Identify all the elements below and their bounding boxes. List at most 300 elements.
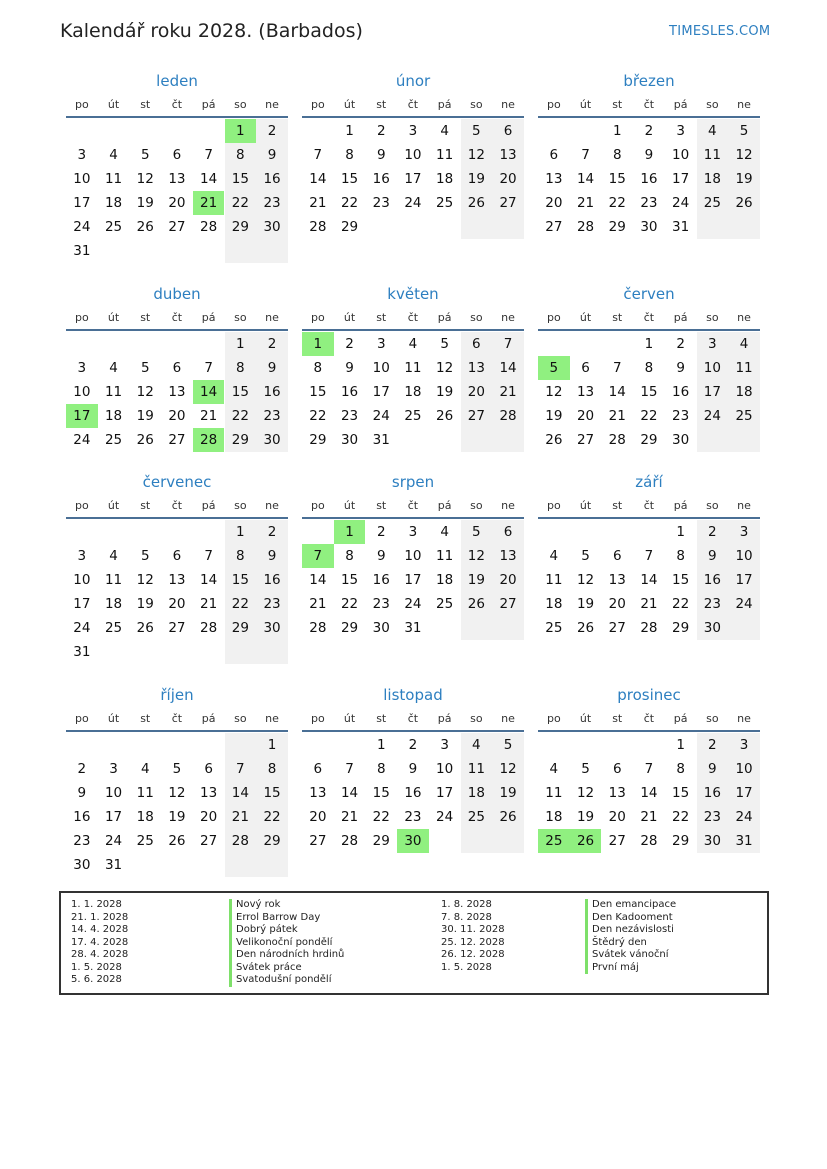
day-cell: 28 [200,620,218,636]
day-cell: 9 [376,548,386,564]
weekday-label: čt [171,98,183,111]
day-cell: 19 [576,809,595,825]
day-cell: 18 [697,167,729,191]
day-cell: 6 [172,548,182,564]
day-cell: 13 [545,171,563,187]
weekday-label: pá [673,499,688,512]
day-cell: 12 [136,572,154,588]
weekday-label: pá [437,98,452,111]
legend-holiday-name: Den národních hrdinů [229,949,344,962]
weekday-label: út [343,712,356,725]
legend-holiday-name: Den nezávislosti [585,924,676,937]
day-cell: 26 [461,592,493,616]
weekday-label: so [234,499,247,512]
day-cell: 26 [576,620,595,636]
holiday-day-cell: 1 [302,332,334,356]
day-cell: 9 [408,761,418,777]
weekday-label: ne [265,311,279,324]
day-cell: 30 [372,620,390,636]
day-cell: 18 [104,596,123,612]
day-cell: 28 [576,219,595,235]
day-cell: 17 [404,572,422,588]
day-cell: 16 [372,572,390,588]
day-cell: 10 [372,360,390,376]
day-cell: 8 [612,147,622,163]
day-cell: 10 [728,757,760,781]
day-cell: 22 [225,592,257,616]
day-cell: 27 [309,833,327,849]
day-cell: 16 [404,785,422,801]
weekday-label: po [310,499,325,512]
day-cell: 11 [697,143,729,167]
day-cell: 9 [697,544,729,568]
day-cell: 10 [697,356,729,380]
day-cell: 25 [728,404,760,428]
legend-holiday-name: Den Kadooment [585,912,676,925]
day-cell: 20 [492,167,524,191]
day-cell: 15 [340,572,359,588]
day-cell: 22 [672,596,690,612]
day-cell: 29 [225,616,257,640]
day-cell: 27 [545,219,563,235]
legend-date: 1. 1. 2028 [71,899,122,910]
day-cell: 27 [608,620,626,636]
holiday-day-cell: 26 [570,829,602,853]
day-cell: 3 [77,360,87,376]
day-cell: 17 [672,171,690,187]
day-cell: 30 [256,616,288,640]
day-cell: 8 [644,360,654,376]
weekday-label: čt [407,98,419,111]
weekday-label: ne [265,499,279,512]
day-cell: 15 [225,167,257,191]
day-cell: 1 [612,123,622,139]
month-name: červenec [142,473,212,491]
weekday-label: pá [201,712,216,725]
day-cell: 8 [676,761,685,777]
weekday-label: po [546,712,561,725]
weekday-label: út [343,98,356,111]
day-cell: 13 [608,785,626,801]
weekday-label: út [343,311,356,324]
day-cell: 5 [140,548,150,564]
day-cell: 20 [200,809,218,825]
day-cell: 13 [492,544,524,568]
day-cell: 6 [612,548,622,564]
legend-holiday-name: Svatodušní pondělí [229,974,344,987]
weekday-label: so [706,712,719,725]
weekday-label: čt [643,98,655,111]
weekday-label: st [140,98,151,111]
day-cell: 5 [492,733,524,757]
day-cell: 22 [340,596,359,612]
day-cell: 5 [461,119,493,143]
day-cell: 3 [77,147,87,163]
day-cell: 1 [225,520,257,544]
legend-holiday-name: Nový rok [229,899,344,912]
legend-holiday-name: Svátek vánoční [585,949,676,962]
holiday-day-cell: 17 [66,404,98,428]
day-cell: 16 [372,171,390,187]
day-cell: 19 [436,384,454,400]
day-cell: 22 [640,408,658,424]
day-cell: 29 [309,432,327,448]
day-cell: 14 [492,356,524,380]
day-cell: 19 [728,167,760,191]
day-cell: 31 [404,620,422,636]
holiday-day-cell: 28 [193,428,225,452]
weekday-label: st [612,311,623,324]
weekday-label: út [107,712,120,725]
day-cell: 1 [644,336,654,352]
weekday-label: pá [437,499,452,512]
day-cell: 17 [372,384,390,400]
day-cell: 3 [109,761,118,777]
day-cell: 5 [461,520,493,544]
day-cell: 4 [728,332,760,356]
holiday-day-cell: 30 [397,829,429,853]
day-cell: 3 [728,520,760,544]
day-cell: 6 [492,119,524,143]
day-cell: 18 [436,171,454,187]
day-cell: 22 [340,195,359,211]
day-cell: 18 [545,809,563,825]
day-cell: 2 [408,737,418,753]
weekday-label: čt [643,499,655,512]
day-cell: 29 [640,432,658,448]
day-cell: 31 [73,243,91,259]
empty-weekend-cell [728,616,760,640]
day-cell: 17 [404,171,422,187]
day-cell: 29 [372,833,390,849]
day-cell: 7 [492,332,524,356]
header-rule [538,517,760,519]
day-cell: 26 [728,191,760,215]
day-cell: 14 [576,171,595,187]
day-cell: 14 [608,384,626,400]
day-cell: 19 [576,596,595,612]
weekday-label: út [579,98,592,111]
day-cell: 13 [576,384,595,400]
weekday-label: út [343,499,356,512]
weekday-label: po [546,311,561,324]
month-name: září [635,473,663,491]
day-cell: 11 [436,147,454,163]
day-cell: 26 [461,191,493,215]
day-cell: 22 [372,809,390,825]
weekday-label: st [376,98,387,111]
day-cell: 14 [640,572,658,588]
month-name: březen [623,72,675,90]
legend-right-dates [441,899,505,974]
day-cell: 25 [404,408,422,424]
day-cell: 5 [728,119,760,143]
day-cell: 31 [372,432,390,448]
weekday-label: so [470,499,483,512]
empty-weekend-cell [697,215,729,239]
day-cell: 7 [644,548,654,564]
day-cell: 18 [404,384,422,400]
day-cell: 5 [581,548,590,564]
day-cell: 23 [404,809,422,825]
weekday-label: st [140,712,151,725]
day-cell: 12 [728,143,760,167]
day-cell: 28 [640,620,658,636]
day-cell: 26 [545,432,563,448]
day-cell: 9 [697,757,729,781]
day-cell: 16 [640,171,658,187]
weekday-label: út [579,712,592,725]
holiday-day-cell: 5 [538,356,570,380]
day-cell: 29 [672,620,690,636]
day-cell: 15 [225,568,257,592]
day-cell: 21 [340,809,359,825]
day-cell: 23 [340,408,359,424]
day-cell: 22 [672,809,690,825]
day-cell: 26 [436,408,454,424]
day-cell: 21 [225,805,257,829]
empty-weekend-cell [256,239,288,263]
legend-date: 30. 11. 2028 [441,924,505,935]
day-cell: 29 [340,620,359,636]
day-cell: 23 [697,805,729,829]
empty-weekend-cell [492,829,524,853]
day-cell: 21 [200,596,218,612]
empty-weekend-cell [492,215,524,239]
legend-date: 14. 4. 2028 [71,924,129,935]
day-cell: 19 [136,408,154,424]
day-cell: 6 [492,520,524,544]
day-cell: 13 [168,384,186,400]
empty-weekend-cell [492,428,524,452]
day-cell: 3 [728,733,760,757]
legend-right-names [585,899,676,974]
day-cell: 15 [672,785,690,801]
day-cell: 18 [728,380,760,404]
day-cell: 29 [608,219,626,235]
header-rule [302,116,524,118]
day-cell: 22 [608,195,626,211]
day-cell: 16 [340,384,359,400]
weekday-label: ne [265,712,279,725]
day-cell: 25 [104,219,123,235]
day-cell: 12 [576,572,595,588]
day-cell: 23 [372,195,390,211]
day-cell: 5 [440,336,449,352]
day-cell: 25 [697,191,729,215]
day-cell: 24 [672,195,690,211]
day-cell: 30 [73,857,91,873]
day-cell: 27 [168,219,186,235]
legend-date: 1. 5. 2028 [71,961,122,973]
holiday-day-cell: 1 [334,520,366,544]
holiday-day-cell: 25 [538,829,570,853]
day-cell: 21 [309,596,327,612]
legend-date: 21. 1. 2028 [71,911,129,923]
day-cell: 19 [136,596,154,612]
day-cell: 26 [136,219,154,235]
day-cell: 18 [545,596,563,612]
day-cell: 6 [581,360,590,376]
day-cell: 16 [73,809,91,825]
day-cell: 2 [376,524,386,540]
day-cell: 20 [545,195,563,211]
legend-holiday-name: Štědrý den [585,937,676,950]
weekday-label: ne [265,98,279,111]
day-cell: 12 [461,544,493,568]
day-cell: 23 [697,592,729,616]
day-cell: 7 [581,147,590,163]
day-cell: 2 [697,520,729,544]
day-cell: 25 [436,596,454,612]
day-cell: 28 [225,829,257,853]
day-cell: 12 [461,143,493,167]
day-cell: 27 [168,432,186,448]
day-cell: 11 [104,572,123,588]
day-cell: 15 [608,171,626,187]
day-cell: 15 [340,171,359,187]
day-cell: 10 [104,785,123,801]
empty-weekend-cell [461,428,493,452]
day-cell: 8 [345,548,354,564]
day-cell: 2 [256,520,288,544]
day-cell: 30 [672,432,690,448]
holiday-day-cell: 1 [225,119,257,143]
day-cell: 1 [676,524,685,540]
day-cell: 27 [492,592,524,616]
day-cell: 21 [576,195,595,211]
day-cell: 26 [168,833,186,849]
day-cell: 3 [697,332,729,356]
day-cell: 10 [404,548,422,564]
day-cell: 8 [225,356,257,380]
day-cell: 21 [640,809,658,825]
weekday-label: ne [501,499,515,512]
day-cell: 4 [440,524,449,540]
weekday-label: so [234,712,247,725]
day-cell: 14 [640,785,658,801]
legend-holiday-name: Errol Barrow Day [229,912,344,925]
day-cell: 6 [172,147,182,163]
weekday-label: st [376,311,387,324]
day-cell: 4 [549,761,559,777]
legend-date: 1. 5. 2028 [441,961,492,973]
day-cell: 21 [200,408,218,424]
header-rule [66,329,288,331]
weekday-label: ne [737,499,751,512]
weekday-label: po [310,98,325,111]
day-cell: 20 [168,596,186,612]
day-cell: 7 [612,360,622,376]
legend-holiday-name: Velikonoční pondělí [229,937,344,950]
weekday-label: čt [171,499,183,512]
empty-weekend-cell [697,428,729,452]
day-cell: 19 [461,568,493,592]
day-cell: 30 [640,219,658,235]
day-cell: 17 [73,596,91,612]
day-cell: 13 [200,785,218,801]
day-cell: 6 [313,761,323,777]
header-rule [66,730,288,732]
weekday-label: pá [673,712,688,725]
day-cell: 31 [73,644,91,660]
day-cell: 11 [461,757,493,781]
day-cell: 7 [204,360,213,376]
month-name: únor [395,72,431,90]
weekday-label: po [546,499,561,512]
day-cell: 24 [697,404,729,428]
empty-weekend-cell [225,853,257,877]
day-cell: 3 [408,524,418,540]
day-cell: 6 [612,761,622,777]
day-cell: 10 [73,384,91,400]
legend-date: 25. 12. 2028 [441,936,505,948]
day-cell: 25 [461,805,493,829]
day-cell: 15 [225,380,257,404]
weekday-label: so [234,98,247,111]
weekday-label: st [376,712,387,725]
day-cell: 11 [104,384,123,400]
day-cell: 6 [204,761,213,777]
day-cell: 11 [728,356,760,380]
day-cell: 2 [376,123,386,139]
weekday-label: po [74,712,89,725]
day-cell: 26 [136,432,154,448]
day-cell: 10 [672,147,690,163]
weekday-label: st [140,311,151,324]
day-cell: 4 [140,761,150,777]
day-cell: 20 [492,568,524,592]
legend-date: 1. 8. 2028 [441,899,492,910]
day-cell: 27 [608,833,626,849]
day-cell: 1 [256,733,288,757]
weekday-label: po [74,499,89,512]
day-cell: 19 [168,809,186,825]
day-cell: 8 [376,761,386,777]
day-cell: 25 [104,432,123,448]
day-cell: 21 [608,408,626,424]
month-name: listopad [383,686,443,704]
weekday-label: st [140,499,151,512]
weekday-label: po [74,311,89,324]
legend-holiday-name: Den emancipace [585,899,676,912]
empty-weekend-cell [492,616,524,640]
day-cell: 4 [697,119,729,143]
weekday-label: ne [737,712,751,725]
day-cell: 13 [608,572,626,588]
day-cell: 22 [225,404,257,428]
brand-link[interactable]: TIMESLES.COM [669,24,771,39]
day-cell: 22 [256,805,288,829]
day-cell: 24 [73,219,91,235]
day-cell: 3 [676,123,685,139]
day-cell: 10 [404,147,422,163]
day-cell: 23 [256,592,288,616]
day-cell: 13 [309,785,327,801]
day-cell: 8 [225,544,257,568]
weekday-label: pá [673,311,688,324]
day-cell: 16 [672,384,690,400]
day-cell: 12 [168,785,186,801]
weekday-label: st [612,98,623,111]
weekday-label: čt [171,712,183,725]
day-cell: 7 [313,147,323,163]
day-cell: 13 [492,143,524,167]
day-cell: 30 [340,432,359,448]
day-cell: 12 [136,384,154,400]
day-cell: 16 [256,167,288,191]
day-cell: 14 [225,781,257,805]
